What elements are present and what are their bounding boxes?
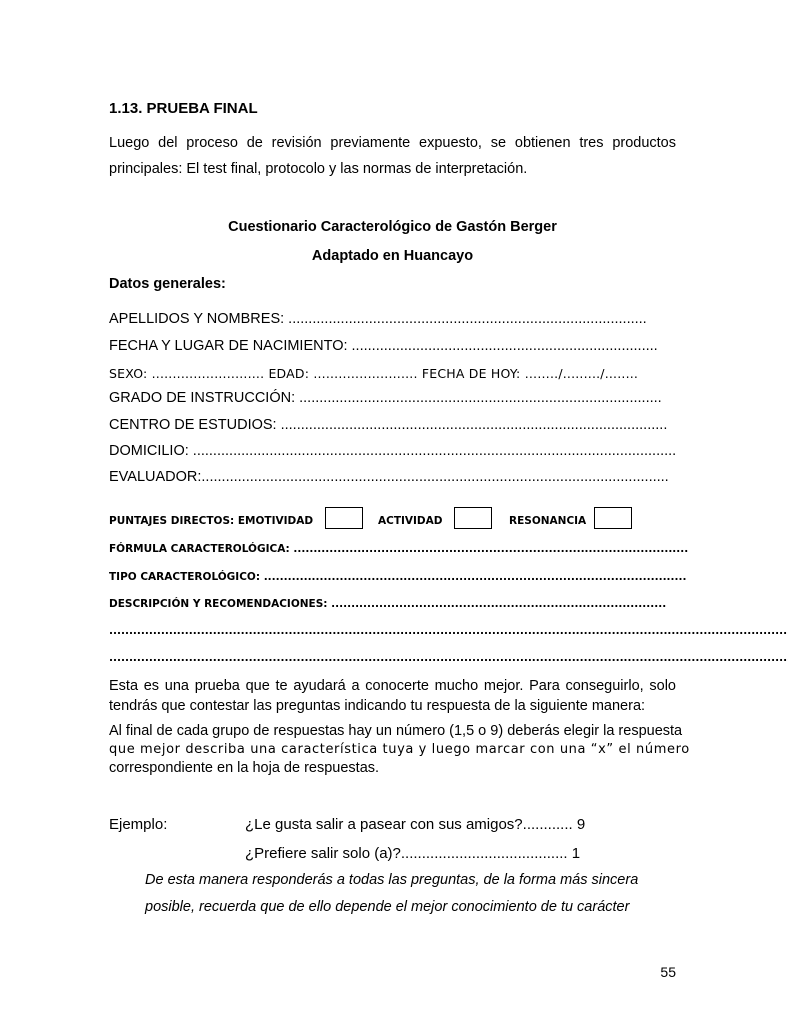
resonancia-box[interactable] (594, 507, 632, 529)
field-apellidos: APELLIDOS Y NOMBRES: ......................................................................................... (109, 311, 647, 327)
closing-line-2: posible, recuerda que de ello depende el mejor conocimiento de tu carácter (145, 899, 630, 915)
example-question-2: ¿Prefiere salir solo (a)?........................................ 1 (245, 845, 581, 862)
example-label: Ejemplo: (109, 816, 168, 833)
questionnaire-subtitle: Adaptado en Huancayo (311, 248, 474, 264)
actividad-box[interactable] (454, 507, 492, 529)
intro-paragraph: Luego del proceso de revisión previamente expuesto, se obtienen tres productos principales: El test final, protocolo y las normas de interpretación. (109, 135, 676, 177)
puntajes-label: PUNTAJES DIRECTOS: EMOTIVIDAD (109, 515, 314, 527)
instructions-line-b: que mejor describa una característica tuya y luego marcar con una “x” el número (109, 742, 690, 757)
field-evaluador: EVALUADOR:.................................................................................................................... (109, 469, 669, 485)
dots-line-2: .......................................................................................................................................................................... (109, 652, 787, 664)
general-data-label: Datos generales: (109, 276, 226, 292)
example-question-1: ¿Le gusta salir a pasear con sus amigos?............ 9 (245, 816, 586, 833)
emotividad-box[interactable] (325, 507, 363, 529)
field-centro: CENTRO DE ESTUDIOS: ................................................................................................ (109, 417, 668, 433)
closing-line-1: De esta manera responderás a todas las preguntas, de la forma más sincera (145, 872, 639, 888)
instructions-line-c: correspondiente en la hoja de respuestas. (109, 760, 380, 776)
instructions-paragraph-1: Esta es una prueba que te ayudará a conocerte mucho mejor. Para conseguirlo, solo tendrás que contestar las preguntas indicando tu respuesta de la siguiente manera: (109, 678, 676, 714)
dots-line-1: .......................................................................................................................................................................... (109, 625, 787, 637)
tipo-line: TIPO CARACTEROLÓGICO: .......................................................................................................... (109, 571, 687, 583)
page-number: 55 (660, 964, 676, 980)
resonancia-label: RESONANCIA (509, 515, 587, 527)
formula-line: FÓRMULA CARACTEROLÓGICA: ................................................................................................... (109, 543, 689, 555)
actividad-label: ACTIVIDAD (378, 515, 443, 527)
questionnaire-title: Cuestionario Caracterológico de Gastón Berger (228, 219, 557, 235)
field-grado: GRADO DE INSTRUCCIÓN: .......................................................................................... (109, 390, 662, 406)
field-fecha-lugar: FECHA Y LUGAR DE NACIMIENTO: ............................................................................ (109, 338, 658, 354)
field-sexo-edad-fecha: SEXO: ........................... EDAD: ......................... FECHA DE HOY: ……../........./........ (109, 366, 639, 381)
field-domicilio: DOMICILIO: ........................................................................................................................ (109, 443, 677, 459)
instructions-line-a: Al final de cada grupo de respuestas hay un número (1,5 o 9) deberás elegir la respuesta (109, 723, 683, 739)
descripcion-line: DESCRIPCIÓN Y RECOMENDACIONES: .................................................................................... (109, 598, 667, 610)
section-heading: 1.13. PRUEBA FINAL (109, 100, 258, 117)
